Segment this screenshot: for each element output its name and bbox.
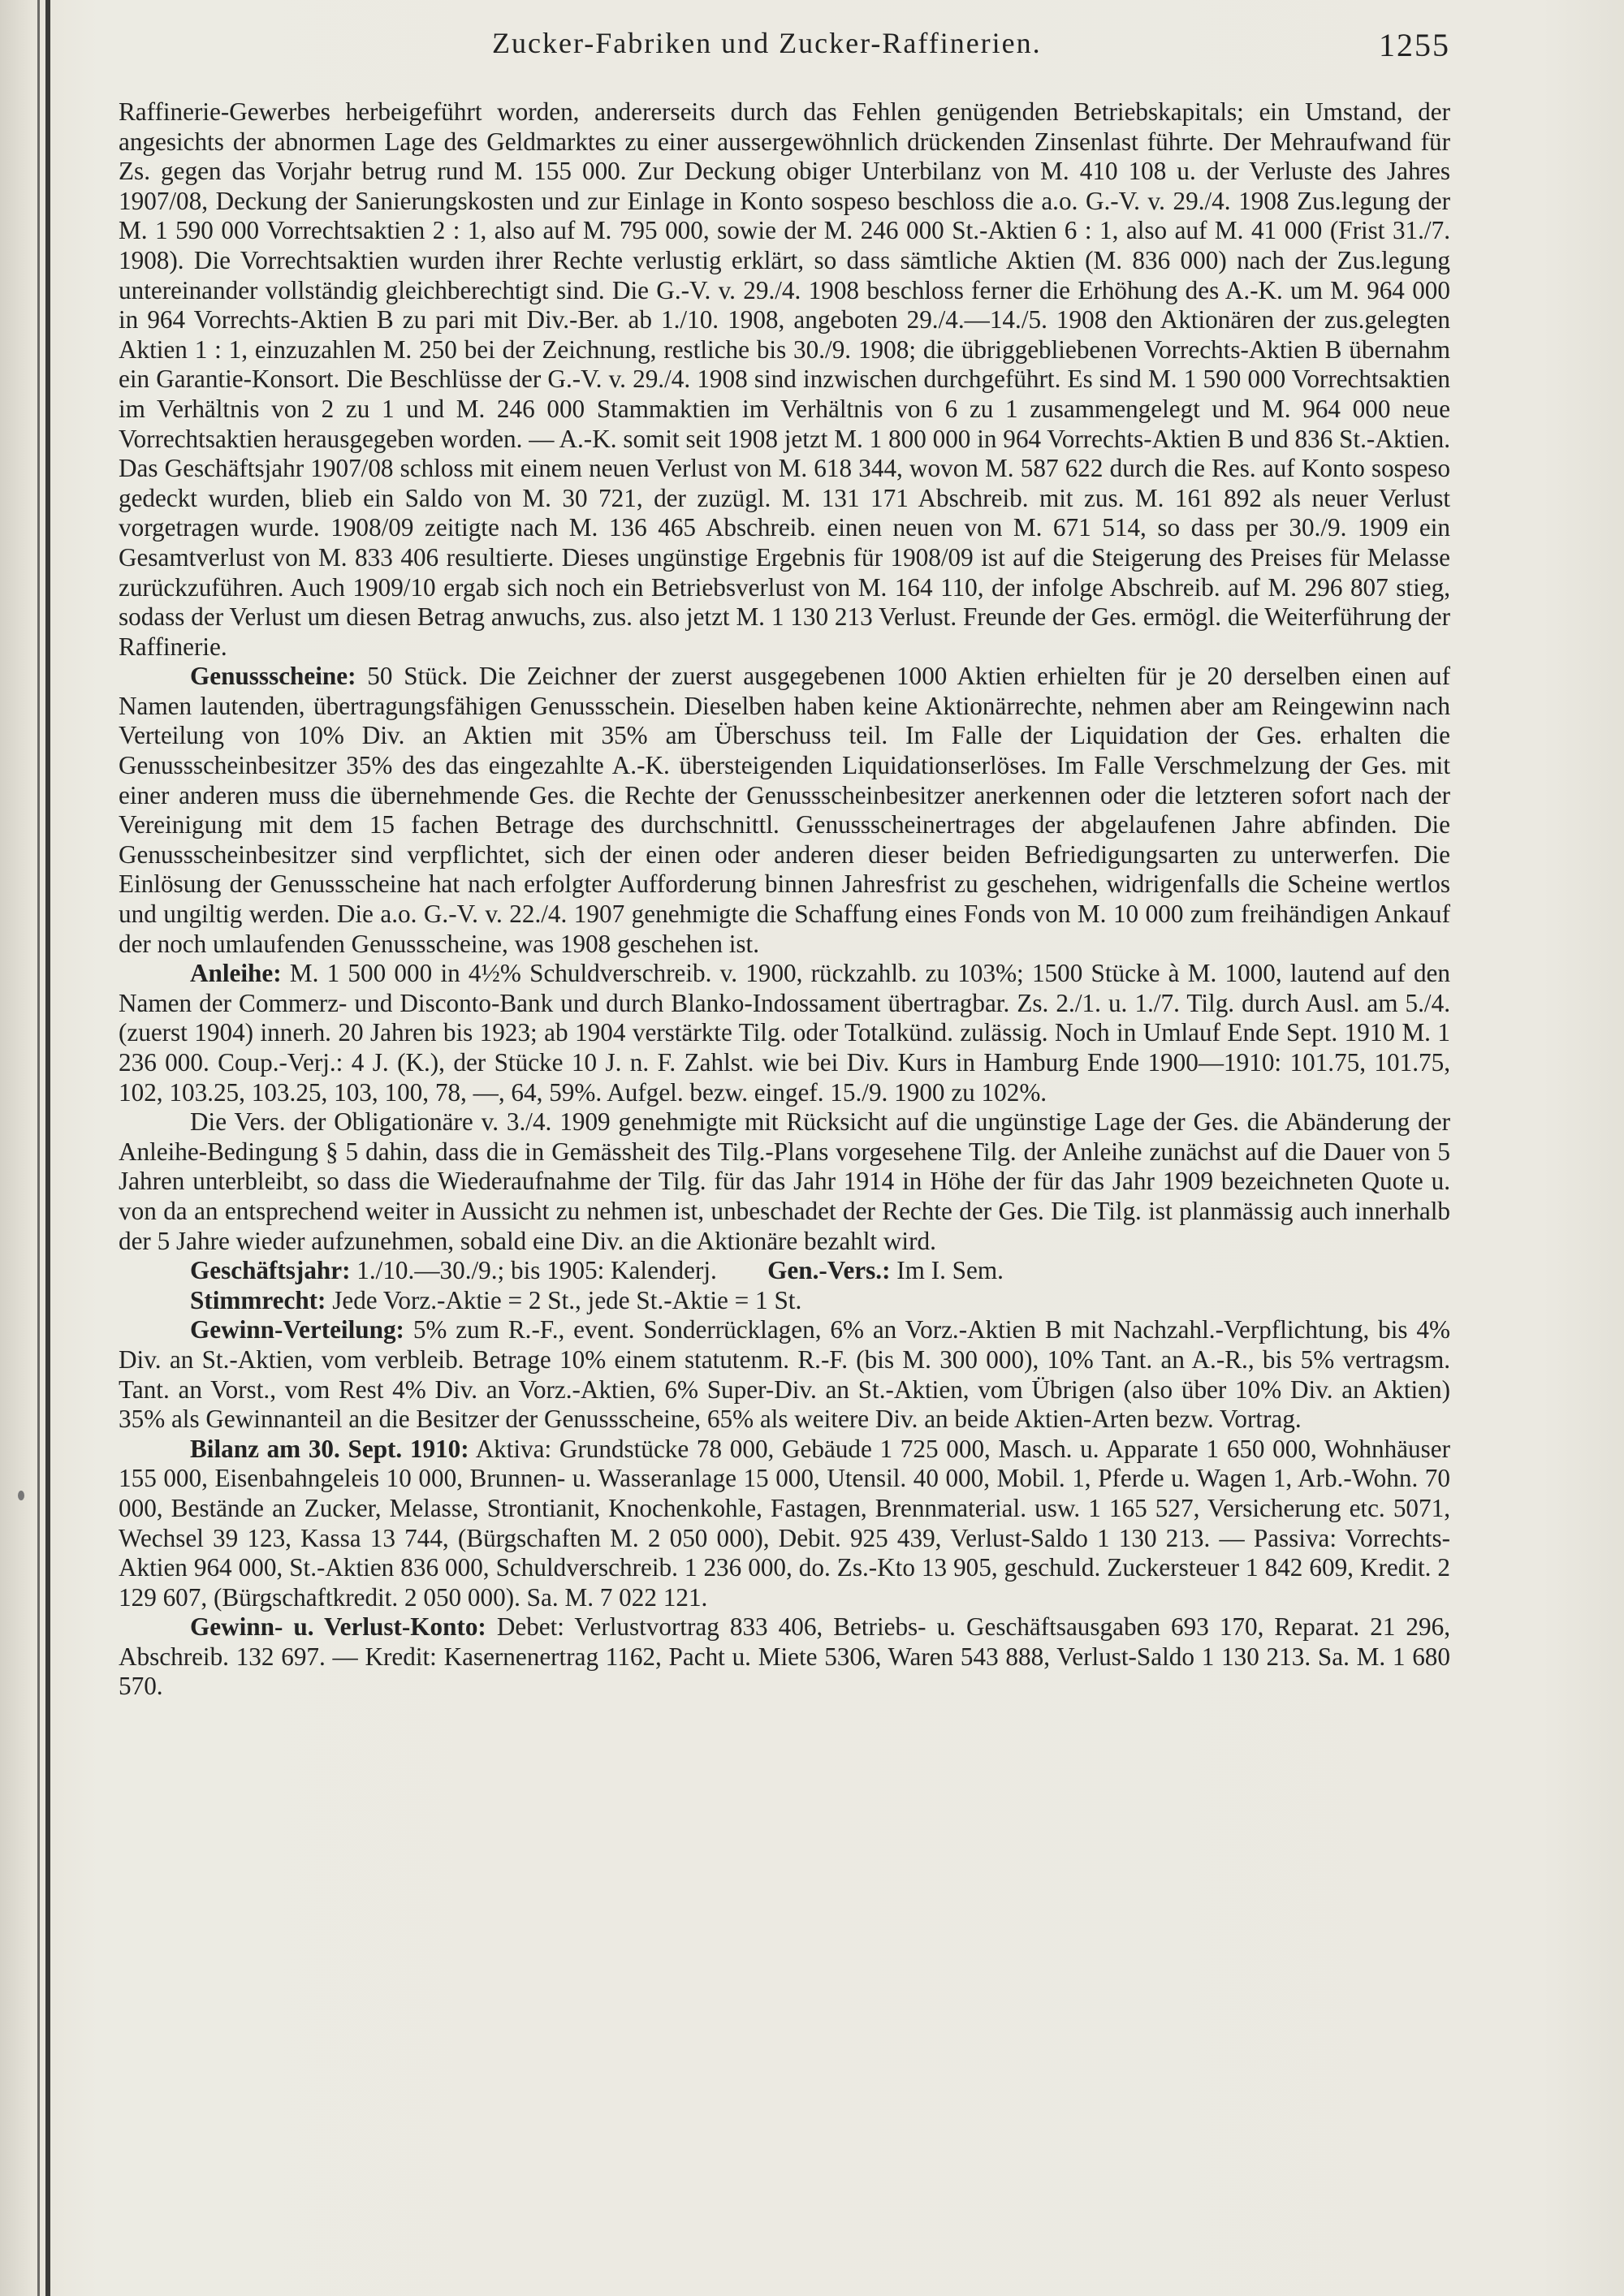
gen-vers-text: Im I. Sem. xyxy=(890,1256,1004,1285)
genussscheine-text: 50 Stück. Die Zeichner der zuerst ausgegebenen 1000 Aktien erhielten für je 20 derselben einen auf Namen lautenden, übertragungsfähigen Genussschein. Dieselben haben keine Aktionärrechte, nehmen aber am Reingewinn nach Verteilung von 10% Div. an Aktien mit 35% am Überschuss teil. Im Falle der Liquidation der Ges. erhalten die Genussscheinbesitzer 35% des das eingezahlte A.-K. übersteigenden Liquidationserlöses. Im Falle Verschmelzung der Ges. mit einer anderen muss die übernehmende Ges. die Rechte der Genussscheinbesitzer anerkennen oder die letzteren sofort nach der Vereinigung mit dem 15 fachen Betrage des durchschnittl. Genussscheinertrages der abgelaufenen Jahre abfinden. Die Genussscheinbesitzer sind verpflichtet, sich der einen oder anderen dieser beiden Befriedigungsarten zu unterwerfen. Die Einlösung der Genussscheine hat nach erfolgter Aufforderung binnen Jahresfrist zu geschehen, widrigenfalls die Scheine wertlos und ungiltig werden. Die a.o. G.-V. v. 22./4. 1907 genehmigte die Schaffung eines Fonds von M. 10 000 zum freihändigen Ankauf der noch umlaufenden Genussscheine, was 1908 geschehen ist. xyxy=(119,662,1450,958)
intro-paragraph: Raffinerie-Gewerbes herbeigeführt worden, andererseits durch das Fehlen genügenden Betriebskapitals; ein Umstand, der angesichts der abnormen Lage des Geldmarktes zu einer aussergewöhnlich drückenden Zinsenlast führte. Der Mehraufwand für Zs. gegen das Vorjahr betrug rund M. 155 000. Zur Deckung obiger Unterbilanz von M. 410 108 u. der Verluste des Jahres 1907/08, Deckung der Sanierungskosten und zur Einlage in Konto sospeso beschloss die a.o. G.-V. v. 29./4. 1908 Zus.legung der M. 1 590 000 Vorrechtsaktien 2 : 1, also auf M. 795 000, sowie der M. 246 000 St.-Aktien 6 : 1, also auf M. 41 000 (Frist 31./7. 1908). Die Vorrechtsaktien wurden ihrer Rechte verlustig erklärt, so dass sämtliche Aktien (M. 836 000) nach der Zus.legung untereinander vollständig gleichberechtigt sind. Die G.-V. v. 29./4. 1908 beschloss ferner die Erhöhung des A.-K. um M. 964 000 in 964 Vorrechts-Aktien B zu pari mit Div.-Ber. ab 1./10. 1908, angeboten 29./4.—14./5. 1908 den Aktionären der zus.gelegten Aktien 1 : 1, einzuzahlen M. 250 bei der Zeichnung, restliche bis 30./9. 1908; die übriggebliebenen Vorrechts-Aktien B übernahm ein Garantie-Konsort. Die Beschlüsse der G.-V. v. 29./4. 1908 sind inzwischen durchgeführt. Es sind M. 1 590 000 Vorrechtsaktien im Verhältnis von 2 zu 1 und M. 246 000 Stammaktien im Verhältnis von 6 zu 1 zusammengelegt und M. 964 000 neue Vorrechtsaktien herausgegeben worden. — A.-K. somit seit 1908 jetzt M. 1 800 000 in 964 Vorrechts-Aktien B und 836 St.-Aktien. Das Geschäftsjahr 1907/08 schloss mit einem neuen Verlust von M. 618 344, wovon M. 587 622 durch die Res. auf Konto sospeso gedeckt wurden, blieb ein Saldo von M. 30 721, der zuzügl. M. 131 171 Abschreib. mit zus. M. 161 892 als neuer Verlust vorgetragen wurde. 1908/09 zeitigte nach M. 136 465 Abschreib. einen neuen von M. 671 514, so dass per 30./9. 1909 ein Gesamtverlust von M. 833 406 resultierte. Dieses ungünstige Ergebnis für 1908/09 ist auf die Steigerung des Preises für Melasse zurückzuführen. Auch 1909/10 ergab sich noch ein Betriebsverlust von M. 164 110, der infolge Abschreib. auf M. 296 807 stieg, sodass der Verlust um diesen Betrag anwuchs, zus. also jetzt M. 1 130 213 Verlust. Freunde der Ges. ermögl. die Weiterführung der Raffinerie. xyxy=(119,97,1450,661)
genussscheine-paragraph xyxy=(119,662,1450,959)
anleihe-text: M. 1 500 000 in 4½% Schuldverschreib. v. 1900, rückzahlb. zu 103%; 1500 Stücke à M. 1000, lautend auf den Namen der Commerz- und Disconto-Bank und durch Blanko-Indossament übertragbar. Zs. 2./1. u. 1./7. Tilg. durch Ausl. am 5./4. (zuerst 1904) innerh. 20 Jahren bis 1923; ab 1904 verstärkte Tilg. oder Totalkünd. zulässig. Noch in Umlauf Ende Sept. 1910 M. 1 236 000. Coup.-Verj.: 4 J. (K.), der Stücke 10 J. n. F. Zahlst. wie bei Div. Kurs in Hamburg Ende 1900—1910: 101.75, 101.75, 102, 103.25, 103.25, 103, 100, 78, —, 64, 59%. Aufgel. bezw. eingef. 15./9. 1900 zu 102%. xyxy=(119,959,1450,1107)
scan-speck xyxy=(18,1491,24,1500)
gewinn-verlust-label: Gewinn- u. Verlust-Konto: xyxy=(190,1612,486,1642)
page-number: 1255 xyxy=(1379,27,1450,63)
gewinn-verteilung-paragraph xyxy=(119,1315,1450,1434)
stimmrecht-paragraph xyxy=(119,1286,1450,1316)
article-body xyxy=(119,97,1450,1702)
genussscheine-label: Genussscheine: xyxy=(190,662,356,691)
anleihe-paragraph xyxy=(119,959,1450,1107)
obligation-paragraph: Die Vers. der Obligationäre v. 3./4. 1909 genehmigte mit Rücksicht auf die ungünstige Lage der Ges. die Abänderung der Anleihe-Bedingung § 5 dahin, dass die in Gemässheit des Tilg.-Plans vorgesehene Tilg. der Anleihe zunächst auf die Dauer von 5 Jahren unterbleibt, so dass die Wiederaufnahme der Tilg. für das Jahr 1914 in Höhe der für das Jahr 1909 bezeichneten Quote u. von da an entsprechend weiter in Aussicht zu nehmen ist, unbeschadet der Rechte der Ges. Die Tilg. ist planmässig auch innerhalb der 5 Jahre wieder aufzunehmen, sobald eine Div. an die Aktionäre bezahlt wird. xyxy=(119,1107,1450,1255)
gewinn-verlust-paragraph xyxy=(119,1612,1450,1702)
gen-vers-label: Gen.-Vers.: xyxy=(767,1256,891,1285)
page-binding-shadow xyxy=(37,0,40,2296)
geschaeftsjahr-text: 1./10.—30./9.; bis 1905: Kalenderj. xyxy=(350,1256,717,1285)
bilanz-label: Bilanz am 30. Sept. 1910: xyxy=(190,1434,469,1463)
gewinn-verteilung-text: 5% zum R.-F., event. Sonderrücklagen, 6% an Vorz.-Aktien B mit Nachzahl.-Verpflichtung, bis 4% Div. an St.-Aktien, vom verbleib. Betrage 10% einem statutenm. R.-F. (bis M. 300 000), 10% Tant. an A.-R., bis 5% vertragsm. Tant. an Vorst., vom Rest 4% Div. an Vorz.-Aktien, 6% Super-Div. an St.-Aktien, vom Übrigen (also über 10% Div. an Aktien) 35% als Gewinnanteil an die Besitzer der Genussscheine, 65% als weitere Div. an beide Aktien-Arten bezw. Vortrag. xyxy=(119,1315,1450,1434)
gewinn-verlust-text: Debet: Verlustvortrag 833 406, Betriebs- u. Geschäftsausgaben 693 170, Reparat. 21 296, Abschreib. 132 697. — Kredit: Kasernenertrag 1162, Pacht u. Miete 5306, Waren 543 888, Verlust-Saldo 1 130 213. Sa. M. 1 680 570. xyxy=(119,1612,1450,1701)
bilanz-paragraph xyxy=(119,1435,1450,1613)
stimmrecht-label: Stimmrecht: xyxy=(190,1285,326,1314)
geschaeftsjahr-paragraph xyxy=(119,1256,1450,1286)
running-header xyxy=(119,26,1450,68)
page-binding-edge xyxy=(45,0,50,2296)
geschaeftsjahr-label: Geschäftsjahr: xyxy=(190,1256,351,1285)
bilanz-text: Aktiva: Grundstücke 78 000, Gebäude 1 725 000, Masch. u. Apparate 1 650 000, Wohnhäuser 155 000, Eisenbahngeleis 10 000, Brunnen- u. Wasseranlage 15 000, Utensil. 40 000, Mobil. 1, Pferde u. Wagen 1, Arb.-Wohn. 70 000, Bestände an Zucker, Melasse, Strontianit, Knochenkohle, Fastagen, Brennmaterial. usw. 1 165 527, Versicherung etc. 5071, Wechsel 39 123, Kassa 13 744, (Bürgschaften M. 2 050 000), Debit. 925 439, Verlust-Saldo 1 130 213. — Passiva: Vorrechts-Aktien 964 000, St.-Aktien 836 000, Schuldverschreib. 1 236 000, do. Zs.-Kto 13 905, geschuld. Zuckersteuer 1 842 609, Kredit. 2 129 607, (Bürgschaftkredit. 2 050 000). Sa. M. 7 022 121. xyxy=(119,1434,1450,1612)
stimmrecht-text: Jede Vorz.-Aktie = 2 St., jede St.-Aktie = 1 St. xyxy=(326,1285,802,1314)
running-title: Zucker-Fabriken und Zucker-Raffinerien. xyxy=(492,27,1042,59)
anleihe-label: Anleihe: xyxy=(190,959,282,988)
gewinn-verteilung-label: Gewinn-Verteilung: xyxy=(190,1315,404,1344)
